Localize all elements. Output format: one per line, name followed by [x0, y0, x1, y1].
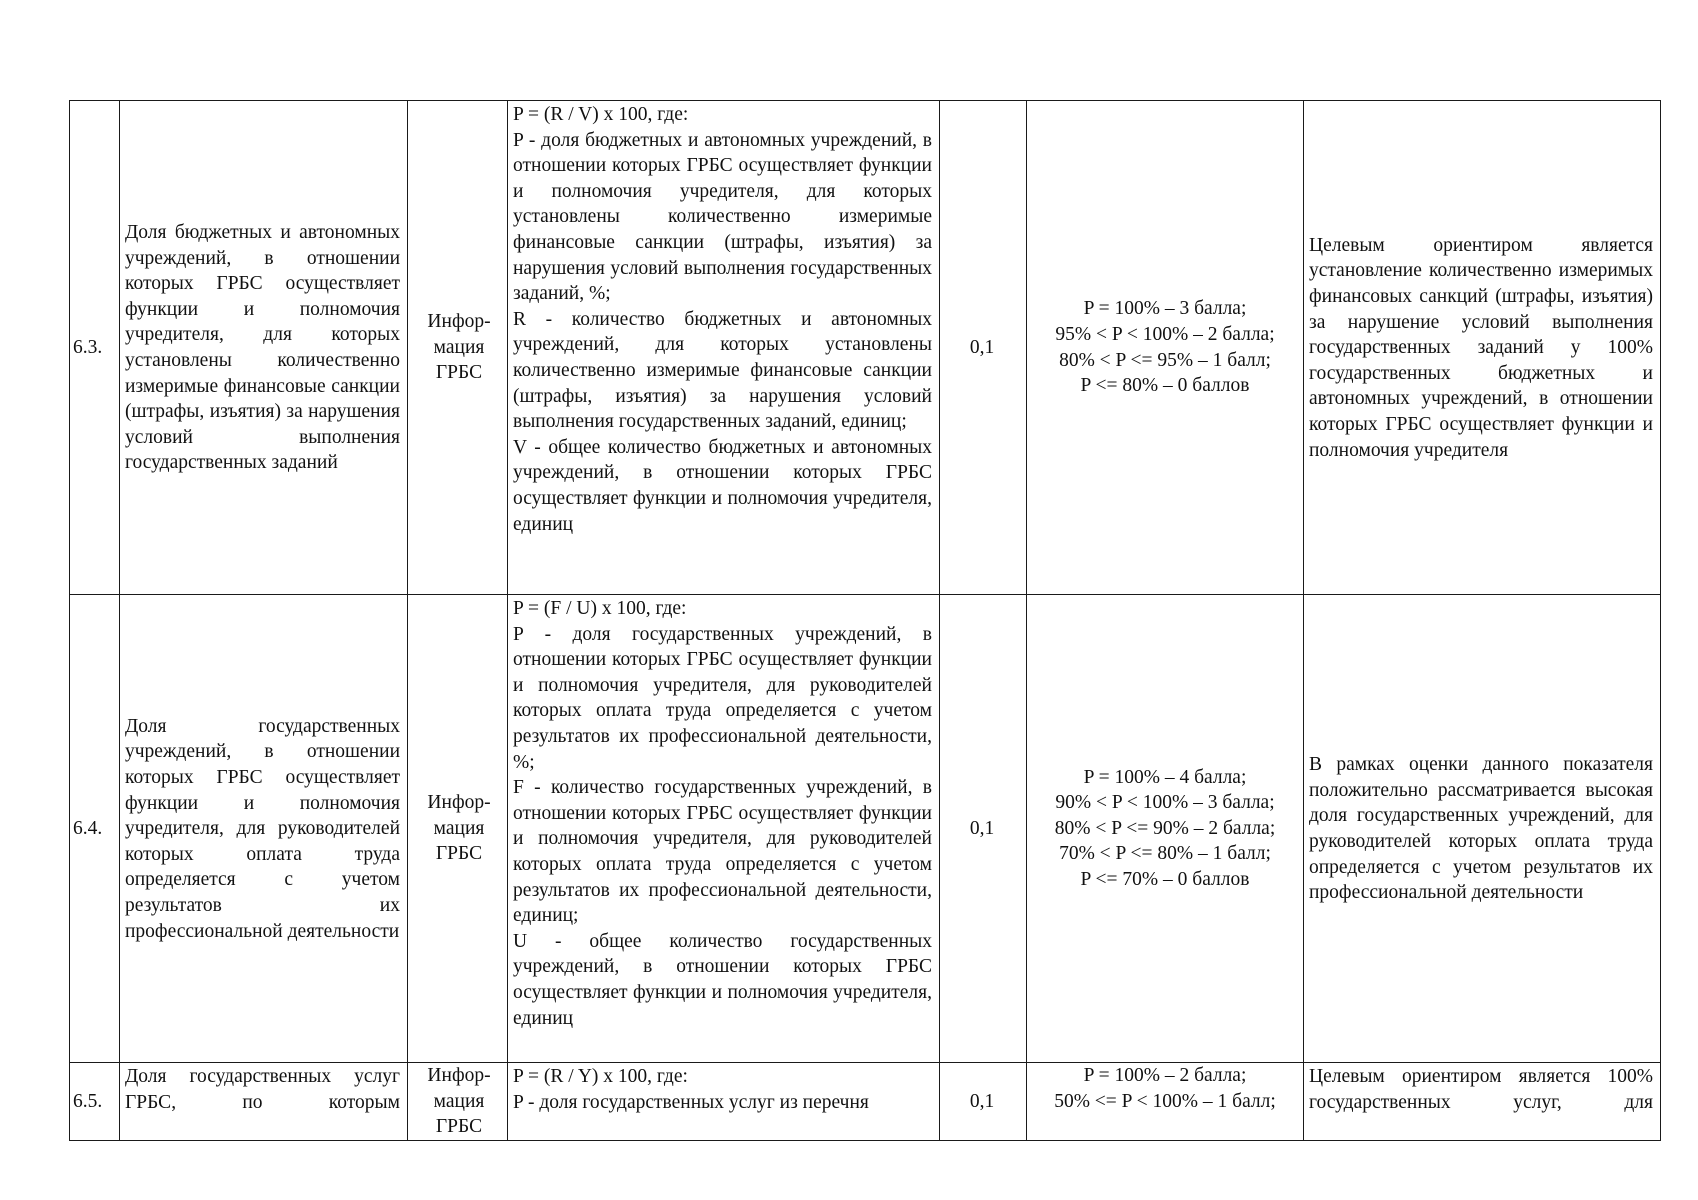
scale-item: P = 100% – 3 балла; [1083, 298, 1247, 320]
comment: В рамках оценки данного показателя положительно рассматривается высокая доля государственных учреждений, для руководителей которых оплата труда определяется с учетом результатов их профессиональной деятельности [1304, 595, 1661, 1063]
formula-definition: P - доля государственных услуг из перечня [513, 1091, 869, 1113]
formula-definition: P - доля бюджетных и автономных учреждений, в отношении которых ГРБС осуществляет функции и полномочия учредителя, для которых установлены количественно измеримые финансовые санкции (штрафы, изъятия) за нарушения условий выполнения государственных заданий, %; [513, 129, 932, 305]
table-row [70, 595, 1661, 1063]
indicator-name: Доля бюджетных и автономных учреждений, в отношении которых ГРБС осуществляет функции и полномочия учредителя, для которых установлены количественно измеримые финансовые санкции (штрафы, изъятия) за нарушения условий выполнения государственных заданий [120, 101, 408, 595]
row-number: 6.4. [70, 595, 120, 1063]
weight-coefficient: 0,1 [940, 1063, 1027, 1141]
scoring-scale [1027, 1063, 1304, 1141]
indicator-name: Доля государственных услуг ГРБС, по которым [120, 1063, 408, 1141]
scale-item: 90% < P < 100% – 3 балла; [1055, 792, 1275, 814]
scale-item: P = 100% – 4 балла; [1083, 766, 1247, 788]
indicators-table [69, 100, 1661, 1141]
formula-definition: U - общее количество государственных учреждений, в отношении которых ГРБС осуществляет функции и полномочия учредителя, единиц [513, 930, 932, 1029]
data-source: Инфор-мация ГРБС [408, 101, 508, 595]
scale-item: 80% < P <= 90% – 2 балла; [1054, 817, 1276, 839]
calculation-formula [508, 1063, 940, 1141]
calculation-formula [508, 101, 940, 595]
formula-definition: V - общее количество бюджетных и автономных учреждений, в отношении которых ГРБС осуществляет функции и полномочия учредителя, единиц [513, 436, 932, 535]
scale-item: P <= 80% – 0 баллов [1080, 375, 1250, 397]
scale-item: 70% < P <= 80% – 1 балл; [1059, 843, 1271, 865]
comment: Целевым ориентиром является 100% государственных услуг, для [1304, 1063, 1661, 1141]
formula-definition: P - доля государственных учреждений, в отношении которых ГРБС осуществляет функции и полномочия учредителя, для руководителей которых оплата труда определяется с учетом результатов их профессиональной деятельности, %; [513, 623, 932, 773]
weight-coefficient: 0,1 [940, 595, 1027, 1063]
scoring-scale [1027, 101, 1304, 595]
formula: P = (R / Y) x 100, где: [513, 1066, 688, 1087]
table-row [70, 101, 1661, 595]
formula: P = (F / U) x 100, где: [513, 598, 687, 619]
scoring-scale [1027, 595, 1304, 1063]
scale-item: 95% < P < 100% – 2 балла; [1055, 323, 1275, 345]
scale-item: P <= 70% – 0 баллов [1080, 868, 1250, 890]
data-source: Инфор-мация ГРБС [408, 1063, 508, 1141]
row-number: 6.3. [70, 101, 120, 595]
formula: P = (R / V) x 100, где: [513, 104, 689, 125]
indicator-name: Доля государственных учреждений, в отношении которых ГРБС осуществляет функции и полномочия учредителя, для руководителей которых оплата труда определяется с учетом результатов их профессиональной деятельности [120, 595, 408, 1063]
data-source: Инфор-мация ГРБС [408, 595, 508, 1063]
weight-coefficient: 0,1 [940, 101, 1027, 595]
table-row [70, 1063, 1661, 1141]
formula-definition: R - количество бюджетных и автономных учреждений, для которых установлены количественно измеримые финансовые санкции (штрафы, изъятия) за нарушения условий выполнения государственных заданий, единиц; [513, 308, 932, 433]
row-number: 6.5. [70, 1063, 120, 1141]
scale-item: 50% <= P < 100% – 1 балл; [1054, 1090, 1276, 1112]
calculation-formula [508, 595, 940, 1063]
comment: Целевым ориентиром является установление количественно измеримых финансовых санкций (штрафы, изъятия) за нарушение условий выполнения государственных заданий у 100% государственных бюджетных и автономных учреждений, в отношении которых ГРБС осуществляет функции и полномочия учредителя [1304, 101, 1661, 595]
scale-item: 80% < P <= 95% – 1 балл; [1059, 349, 1271, 371]
scale-item: P = 100% – 2 балла; [1083, 1065, 1247, 1086]
formula-definition: F - количество государственных учреждений, в отношении которых ГРБС осуществляет функции и полномочия учредителя, для руководителей которых оплата труда определяется с учетом результатов их профессиональной деятельности, единиц; [513, 777, 932, 927]
